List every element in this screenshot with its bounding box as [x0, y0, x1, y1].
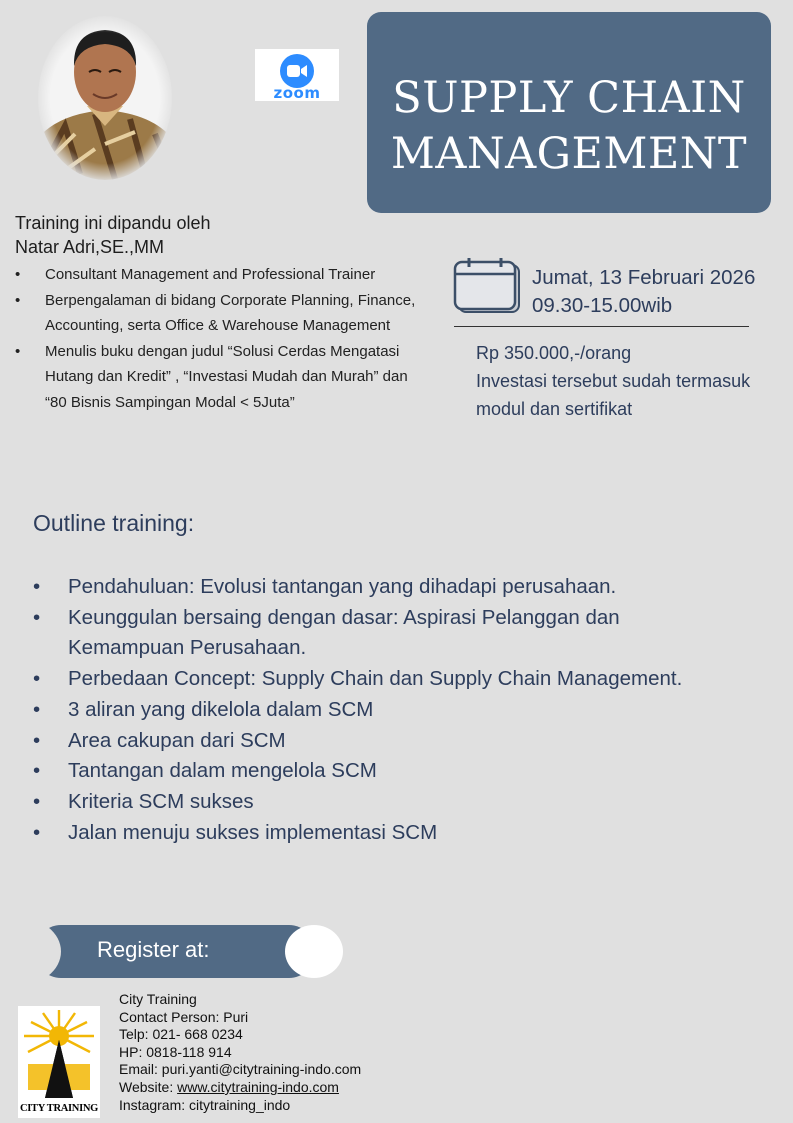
trainer-photo	[35, 14, 175, 182]
list-item: • Menulis buku dengan judul “Solusi Cerdas Mengatasi Hutang dan Kredit” , “Investasi Mudah dan Murah” dan “80 Bisnis Sampingan Modal < 5Juta”	[15, 342, 408, 411]
price-info	[476, 339, 750, 423]
calendar-icon	[453, 258, 521, 314]
register-label: Register at:	[97, 937, 210, 962]
contact-telp: Telp: 021- 668 0234	[119, 1026, 243, 1043]
page-title	[367, 70, 771, 182]
contact-person: Contact Person: Puri	[119, 1008, 249, 1025]
contact-info	[119, 991, 361, 1114]
list-item: • Perbedaan Concept: Supply Chain dan Supply Chain Management.	[33, 667, 683, 691]
outline-title: Outline training:	[33, 510, 195, 536]
title-line-2: MANAGEMENT	[390, 129, 748, 179]
register-banner	[35, 925, 315, 978]
event-schedule	[532, 264, 755, 320]
website-link[interactable]: www.citytraining-indo.com	[177, 1078, 339, 1095]
logo-wordmark: CITY TRAINING	[19, 1103, 99, 1114]
event-time: 09.30-15.00wib	[532, 294, 673, 317]
price-note-1: Investasi tersebut sudah termasuk	[476, 371, 751, 391]
list-item: • Keunggulan bersaing dengan dasar: Aspirasi Pelanggan dan Kemampuan Perusahaan.	[33, 605, 620, 660]
trainer-name: Natar Adri,SE.,MM	[15, 237, 165, 257]
outline-list	[33, 572, 763, 848]
event-date: Jumat, 13 Februari 2026	[532, 266, 756, 289]
sun-torch-icon	[18, 1006, 100, 1102]
list-item: • Jalan menuju sukses implementasi SCM	[33, 820, 438, 844]
website-label: Website:	[119, 1078, 178, 1095]
trainer-intro-text: Training ini dipandu oleh	[15, 213, 211, 233]
divider	[454, 326, 749, 327]
zoom-wordmark: zoom	[273, 84, 321, 102]
price-note-2: modul dan sertifikat	[476, 399, 633, 419]
list-item: • Consultant Management and Professional Trainer	[15, 266, 376, 283]
list-item: • 3 aliran yang dikelola dalam SCM	[33, 697, 374, 721]
city-training-logo	[18, 1006, 100, 1118]
list-item: • Pendahuluan: Evolusi tantangan yang dihadapi perusahaan.	[33, 575, 617, 598]
trainer-intro	[15, 211, 210, 259]
contact-email: Email: puri.yanti@citytraining-indo.com	[119, 1061, 362, 1078]
title-line-1: SUPPLY CHAIN	[392, 73, 746, 123]
banner-right-circle	[285, 925, 343, 978]
title-banner	[367, 12, 771, 213]
contact-hp: HP: 0818-118 914	[119, 1043, 232, 1060]
trainer-credentials	[15, 262, 427, 415]
price: Rp 350.000,-/orang	[476, 343, 632, 363]
banner-left-cutout	[0, 917, 61, 986]
contact-instagram: Instagram: citytraining_indo	[119, 1096, 291, 1113]
zoom-logo	[255, 49, 339, 101]
contact-website	[119, 1079, 361, 1097]
list-item: • Tantangan dalam mengelola SCM	[33, 759, 377, 783]
video-camera-icon	[280, 54, 314, 88]
list-item: • Area cakupan dari SCM	[33, 728, 286, 752]
list-item: • Kriteria SCM sukses	[33, 789, 254, 813]
list-item: • Berpengalaman di bidang Corporate Planning, Finance, Accounting, serta Office & Warehouse Management	[15, 291, 416, 334]
company-name: City Training	[119, 991, 197, 1007]
